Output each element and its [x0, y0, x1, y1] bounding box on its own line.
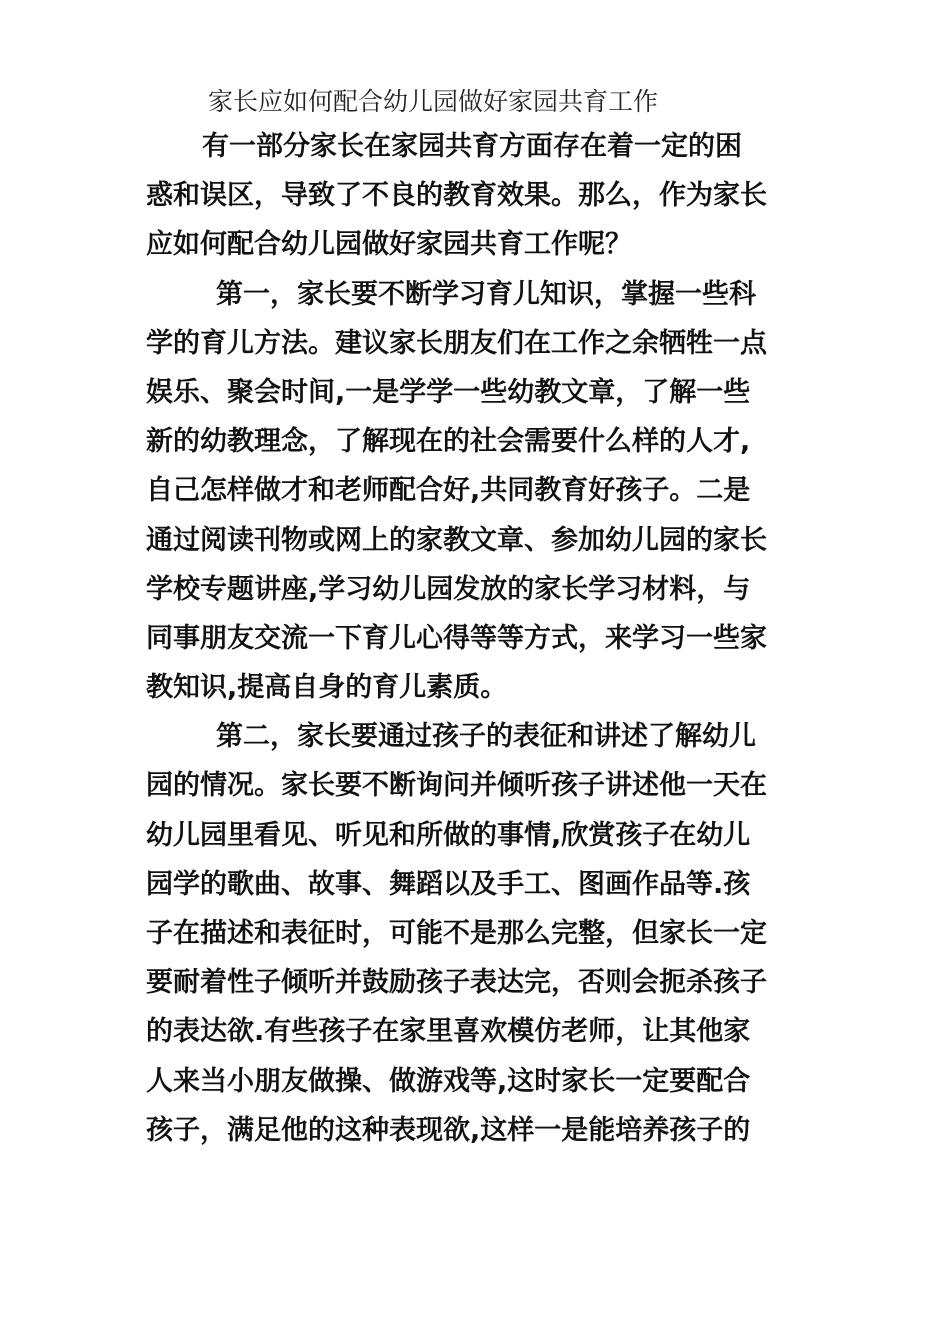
text-line: 要耐着性子倾听并鼓励孩子表达完，否则会扼杀孩子: [146, 967, 767, 999]
document-body: [146, 122, 818, 1155]
text-line: 幼儿园里看见、听见和所做的事情,欣赏孩子在幼儿: [146, 819, 751, 851]
text-line: 教知识,提高自身的育儿素质。: [146, 672, 508, 704]
text-line: 的表达欲.有些孩子在家里喜欢模仿老师，让其他家: [146, 1016, 751, 1048]
text-line: 人来当小朋友做操、做游戏等,这时家长一定要配合: [146, 1065, 751, 1097]
text-line: 园学的歌曲、故事、舞蹈以及手工、图画作品等.孩: [146, 868, 751, 900]
text-line: 孩子，满足他的这种表现欲,这样一是能培养孩子的: [146, 1114, 751, 1146]
text-line: 应如何配合幼儿园做好家园共育工作呢？: [146, 229, 632, 261]
text-line: 通过阅读刊物或网上的家教文章、参加幼儿园的家长: [146, 524, 767, 556]
text-line: 园的情况。家长要不断询问并倾听孩子讲述他一天在: [146, 770, 767, 802]
text-line: 新的幼教理念，了解现在的社会需要什么样的人才,: [146, 426, 751, 458]
document-title: 家长应如何配合幼儿园做好家园共育工作: [208, 87, 659, 116]
text-line: 同事朋友交流一下育儿心得等等方式，来学习一些家: [146, 622, 767, 654]
text-line: 娱乐、聚会时间,一是学学一些幼教文章，了解一些: [146, 376, 751, 408]
text-line: 学校专题讲座,学习幼儿园发放的家长学习材料，与: [146, 573, 751, 605]
text-line: 自己怎样做才和老师配合好,共同教育好孩子。二是: [146, 475, 751, 507]
text-line: 惑和误区，导致了不良的教育效果。那么，作为家长: [146, 180, 767, 212]
text-line: 第二，家长要通过孩子的表征和讲述了解幼儿: [216, 721, 756, 753]
text-line: 第一，家长要不断学习育儿知识，掌握一些科: [216, 278, 756, 310]
text-line: 学的育儿方法。建议家长朋友们在工作之余牺牲一点: [146, 327, 767, 359]
text-line: 有一部分家长在家园共育方面存在着一定的困: [202, 131, 742, 162]
text-line: 子在描述和表征时，可能不是那么完整，但家长一定: [146, 918, 767, 949]
